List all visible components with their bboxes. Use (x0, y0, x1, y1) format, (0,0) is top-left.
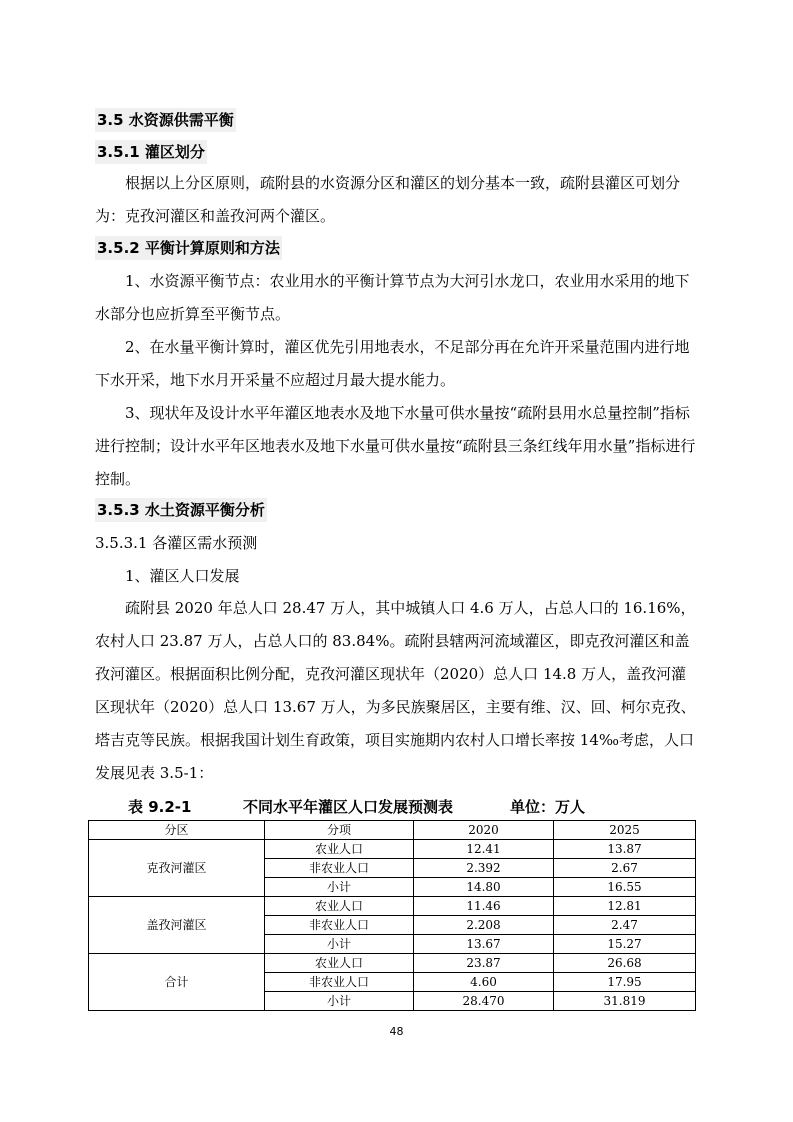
section-heading-3-5: 3.5 水资源供需平衡 (95, 108, 236, 132)
table-header-row (89, 821, 696, 840)
value-cell: 23.87 (414, 954, 554, 973)
value-cell: 12.41 (414, 840, 554, 859)
item-cell: 小计 (265, 935, 414, 954)
table-row (89, 897, 696, 916)
item-cell: 农业人口 (265, 954, 414, 973)
item-cell: 非农业人口 (265, 916, 414, 935)
page-number: 48 (389, 1025, 404, 1038)
value-cell: 13.67 (414, 935, 554, 954)
value-cell: 26.68 (554, 954, 696, 973)
header-cell: 分区 (89, 821, 265, 840)
item-cell: 农业人口 (265, 840, 414, 859)
header-cell: 2020 (414, 821, 554, 840)
paragraph-population: 疏附县 2020 年总人口 28.47 万人，其中城镇人口 4.6 万人，占总人口的 16.16%，农村人口 23.87 万人，占总人口的 83.84%。疏附县辖两河流域灌区，即克孜河灌区和盖孜河灌区。根据面积比例分配，克孜河灌区现状年（2020）总人口 14.8 万人，盖孜河灌区现状年（2020）总人口 13.67 万人，为多民族聚居区，主要有维、汉、回、柯尔克孜、塔吉克等民族。根据我国计划生育政策，项目实施期内农村人口增长率按 14‰考虑，人口发展见表 3.5-1： (95, 599, 696, 782)
list-item-population: 1、灌区人口发展 (125, 567, 240, 585)
section-heading-3-5-1: 3.5.1 灌区划分 (95, 140, 207, 164)
value-cell: 2.208 (414, 916, 554, 935)
paragraph-irrigation-division: 根据以上分区原则，疏附县的水资源分区和灌区的划分基本一致，疏附县灌区可划分为：克孜河灌区和盖孜河两个灌区。 (95, 174, 681, 225)
region-cell: 合计 (89, 954, 265, 1011)
value-cell: 12.81 (554, 897, 696, 916)
table-row (89, 840, 696, 859)
region-cell: 盖孜河灌区 (89, 897, 265, 954)
value-cell: 11.46 (414, 897, 554, 916)
table-row (89, 954, 696, 973)
region-cell: 克孜河灌区 (89, 840, 265, 897)
table-caption-unit: 单位：万人 (510, 798, 586, 816)
population-table (88, 820, 696, 1011)
paragraph-supply-control: 3、现状年及设计水平年灌区地表水及地下水量可供水量按“疏附县用水总量控制”指标进行控制；设计水平年区地表水及地下水量可供水量按“疏附县三条红线年用水量”指标进行控制。 (95, 404, 696, 488)
section-heading-3-5-2: 3.5.2 平衡计算原则和方法 (95, 236, 282, 260)
value-cell: 14.80 (414, 878, 554, 897)
table-caption-number: 表 9.2-1 (128, 798, 192, 816)
item-cell: 小计 (265, 992, 414, 1011)
paragraph-balance-node: 1、水资源平衡节点：农业用水的平衡计算节点为大河引水龙口，农业用水采用的地下水部分也应折算至平衡节点。 (95, 272, 690, 323)
item-cell: 农业人口 (265, 897, 414, 916)
value-cell: 13.87 (554, 840, 696, 859)
item-cell: 小计 (265, 878, 414, 897)
value-cell: 2.47 (554, 916, 696, 935)
value-cell: 2.67 (554, 859, 696, 878)
subsection-heading-3-5-3-1: 3.5.3.1 各灌区需水预测 (95, 534, 258, 552)
value-cell: 2.392 (414, 859, 554, 878)
value-cell: 4.60 (414, 973, 554, 992)
value-cell: 16.55 (554, 878, 696, 897)
value-cell: 31.819 (554, 992, 696, 1011)
value-cell: 28.470 (414, 992, 554, 1011)
paragraph-water-balance: 2、在水量平衡计算时，灌区优先引用地表水，不足部分再在允许开采量范围内进行地下水开采，地下水月开采量不应超过月最大提水能力。 (95, 338, 690, 389)
header-cell: 2025 (554, 821, 696, 840)
value-cell: 15.27 (554, 935, 696, 954)
section-heading-3-5-3: 3.5.3 水土资源平衡分析 (95, 498, 267, 522)
value-cell: 17.95 (554, 973, 696, 992)
header-cell: 分项 (265, 821, 414, 840)
table-caption-title: 不同水平年灌区人口发展预测表 (243, 798, 454, 816)
item-cell: 非农业人口 (265, 859, 414, 878)
item-cell: 非农业人口 (265, 973, 414, 992)
